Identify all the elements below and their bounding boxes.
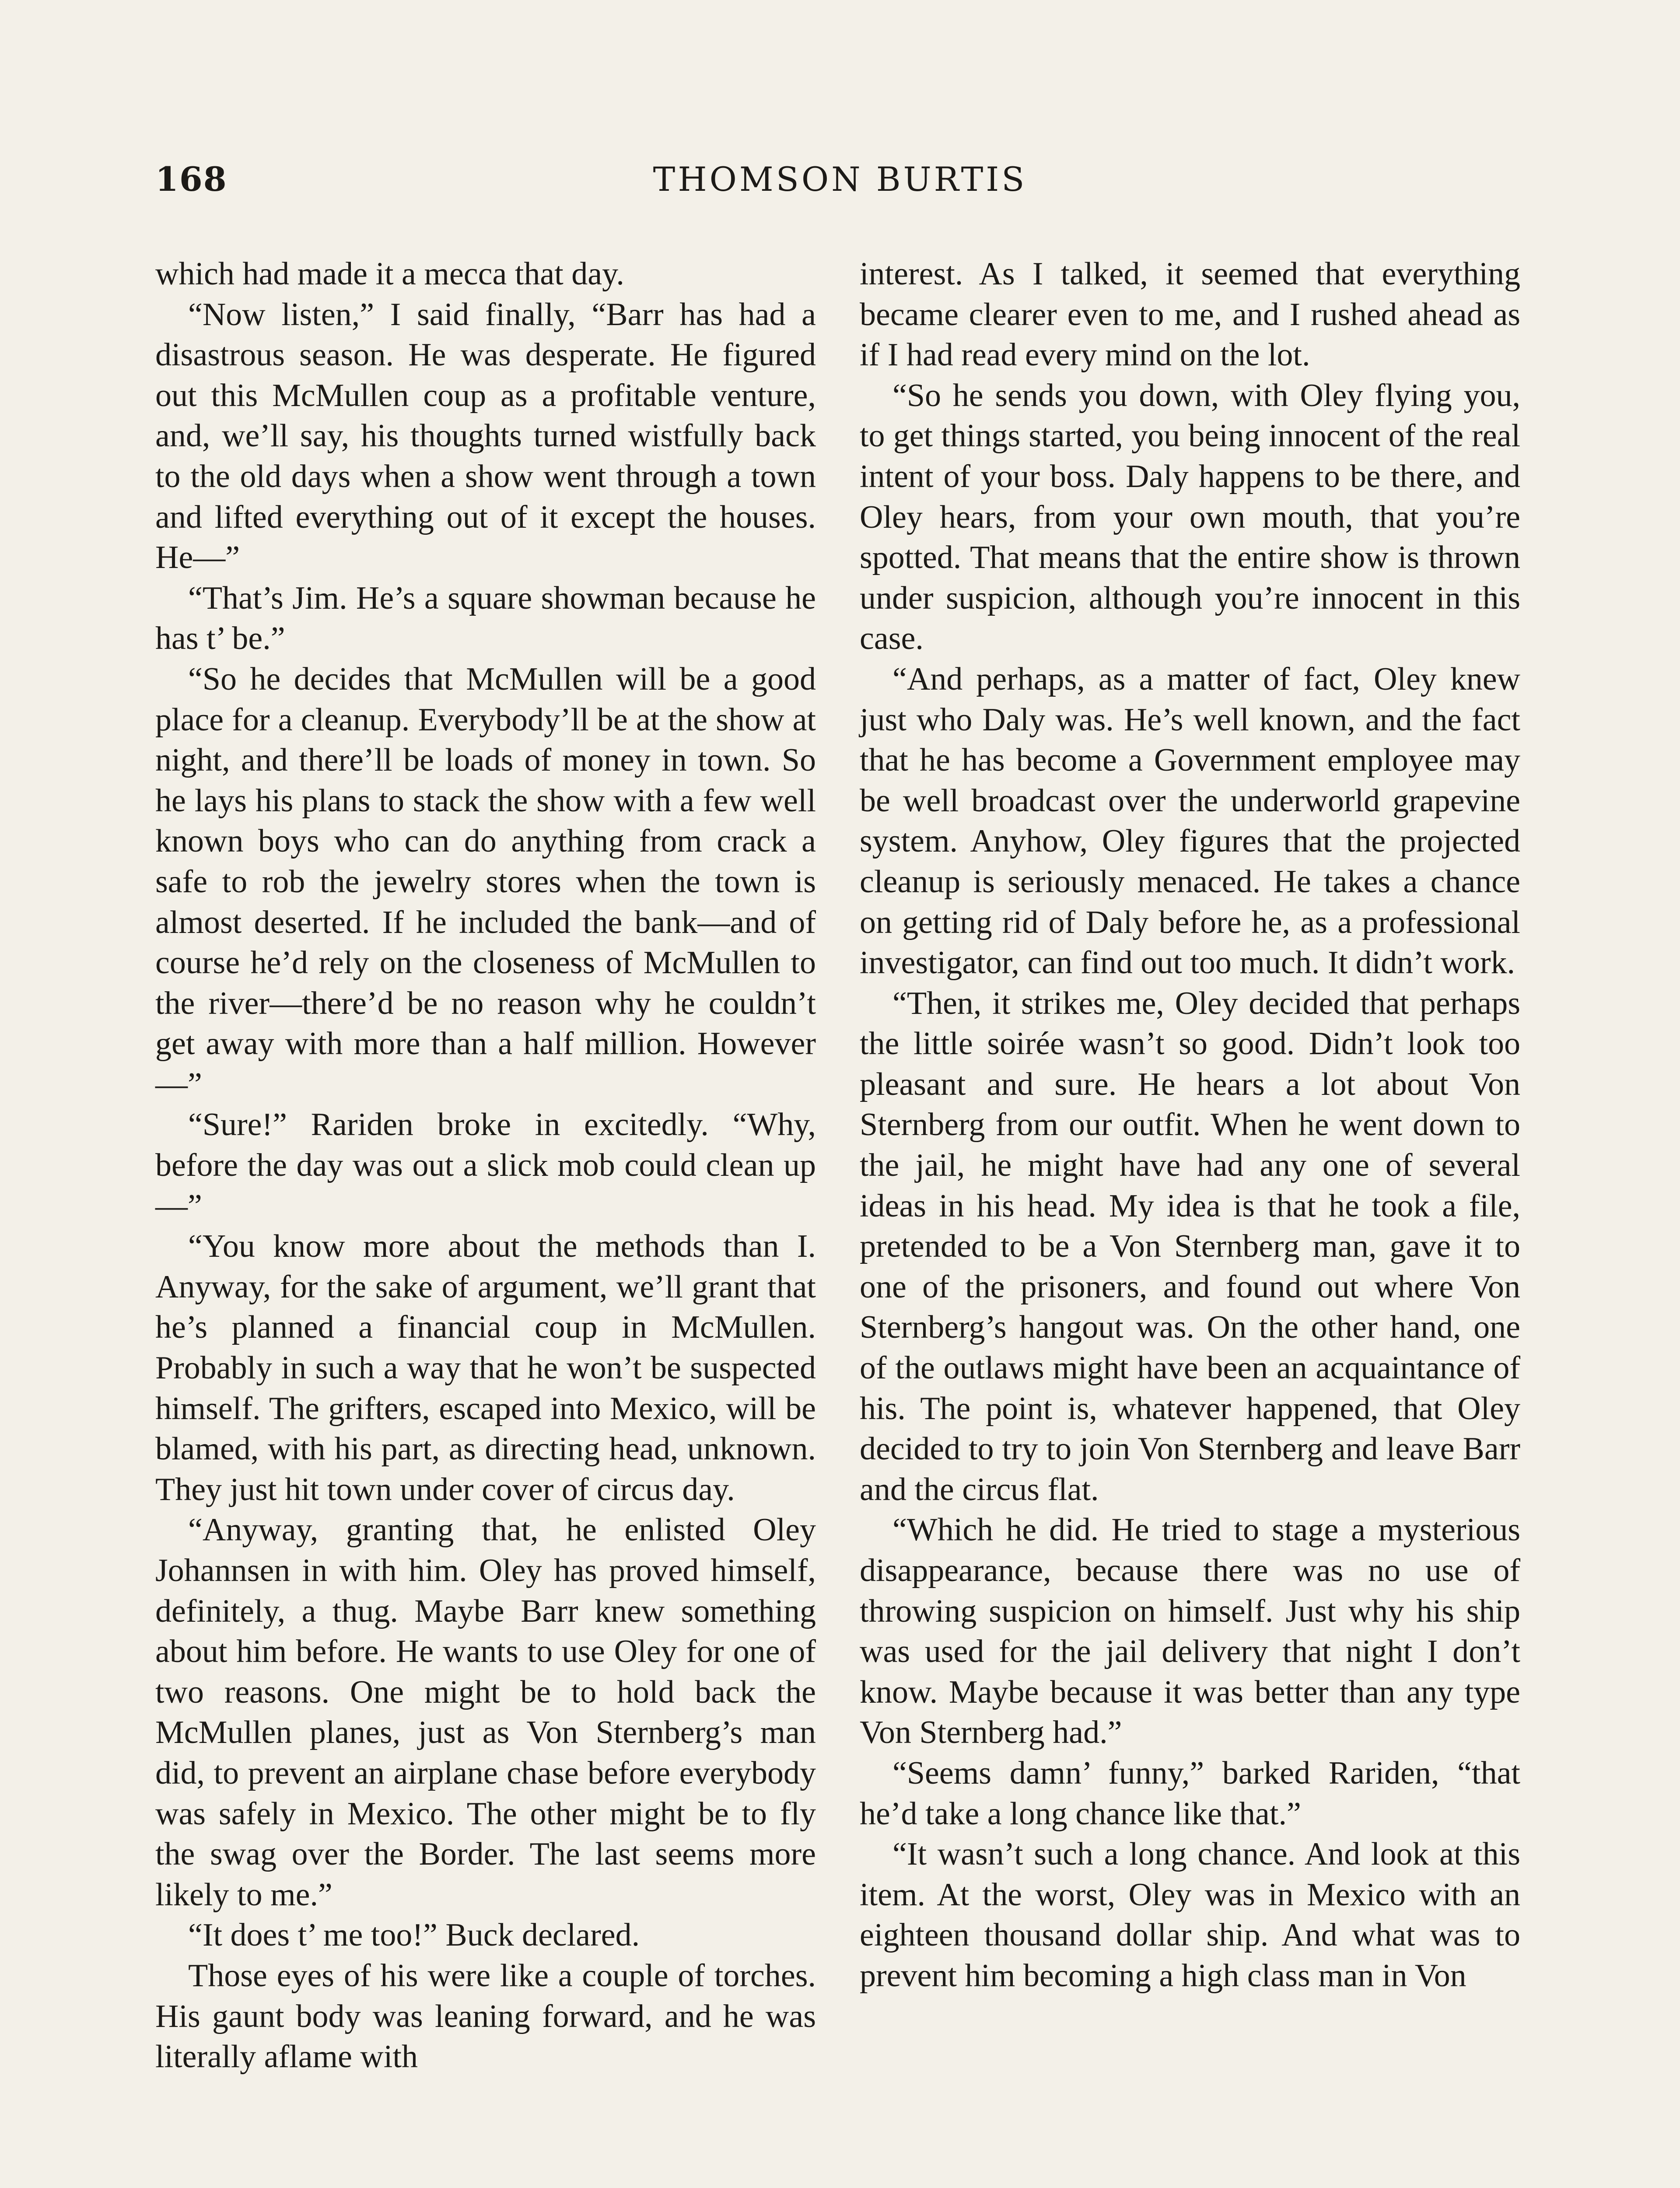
paragraph: Those eyes of his were like a couple of torches. His gaunt body was leaning forward, and he was literally aflame with — [155, 1957, 816, 2075]
paragraph: “You know more about the methods than I. Anyway, for the sake of argument, we’ll grant that he’s planned a financial coup in McMullen. Probably in such a way that he won’t be suspected himself. The grifters, escaped into Mexico, will be blamed, with his part, as directing head, unknown. They just hit town under cover of circus day. — [155, 1228, 816, 1508]
paragraph: “It wasn’t such a long chance. And look at this item. At the worst, Oley was in Mexico with an eighteen thousand dollar ship. And what was to prevent him becoming a high class man in Von — [860, 1836, 1520, 1994]
paragraph: “And perhaps, as a matter of fact, Oley knew just who Daly was. He’s well known, and the fact that he has become a Government employee may be well broadcast over the underworld grapevine system. Anyhow, Oley figures that the projected cleanup is seriously menaced. He takes a chance on getting rid of Daly before he, as a professional investigator, can find out too much. It didn’t work. — [860, 661, 1520, 981]
paragraph: “So he decides that McMullen will be a good place for a cleanup. Everybody’ll be at the show at night, and there’ll be loads of money in town. So he lays his plans to stack the show with a few well known boys who can do anything from crack a safe to rob the jewelry stores when the town is almost deserted. If he included the bank—and of course he’d rely on the closeness of McMullen to the river—there’d be no reason why he couldn’t get away with more than a half million. However—” — [155, 661, 816, 1102]
running-head: THOMSON BURTIS — [653, 160, 1027, 199]
page-header — [155, 160, 1525, 208]
paragraph: “That’s Jim. He’s a square showman because he has t’ be.” — [155, 580, 816, 657]
paragraph: “Then, it strikes me, Oley decided that perhaps the little soirée wasn’t so good. Didn’t look too pleasant and sure. He hears a lot about Von Sternberg from our outfit. When he went down to the jail, he might have had any one of several ideas in his head. My idea is that he took a file, pretended to be a Von Sternberg man, gave it to one of the prisoners, and found out where Von Sternberg’s hangout was. On the other hand, one of the outlaws might have been an acquaintance of his. The point is, whatever happened, that Oley decided to try to join Von Sternberg and leave Barr and the circus flat. — [860, 985, 1520, 1508]
paragraph: interest. As I talked, it seemed that everything became clearer even to me, and I rushed ahead as if I had read every mind on the lot. — [860, 256, 1520, 373]
right-column — [860, 254, 1520, 1996]
paragraph: “It does t’ me too!” Buck declared. — [188, 1917, 640, 1953]
paragraph: “Seems damn’ funny,” barked Rariden, “that he’d take a long chance like that.” — [860, 1755, 1520, 1832]
paragraph: which had made it a mecca that day. — [155, 256, 624, 292]
paragraph: “Now listen,” I said finally, “Barr has had a disastrous season. He was desperate. He figured out this McMullen coup as a profitable venture, and, we’ll say, his thoughts turned wistfully back to the old days when a show went through a town and lifted everything out of it except the houses. He—” — [155, 296, 816, 576]
left-column — [155, 254, 816, 2077]
paragraph: “Which he did. He tried to stage a mysterious disappearance, because there was no use of throwing suspicion on himself. Just why his ship was used for the jail delivery that night I don’t know. Maybe because it was better than any type Von Sternberg had.” — [860, 1512, 1520, 1751]
paragraph: “So he sends you down, with Oley flying you, to get things started, you being innocent of the real intent of your boss. Daly happens to be there, and Oley hears, from your own mouth, that you’re spotted. That means that the entire show is thrown under suspicion, although you’re innocent in this case. — [860, 377, 1520, 657]
paragraph: “Sure!” Rariden broke in excitedly. “Why, before the day was out a slick mob could clean up—” — [155, 1107, 816, 1224]
page-number: 168 — [155, 160, 228, 199]
paragraph: “Anyway, granting that, he enlisted Oley Johannsen in with him. Oley has proved himself, definitely, a thug. Maybe Barr knew something about him before. He wants to use Oley for one of two reasons. One might be to hold back the McMullen planes, just as Von Sternberg’s man did, to prevent an airplane chase before everybody was safely in Mexico. The other might be to fly the swag over the Border. The last seems more likely to me.” — [155, 1512, 816, 1913]
